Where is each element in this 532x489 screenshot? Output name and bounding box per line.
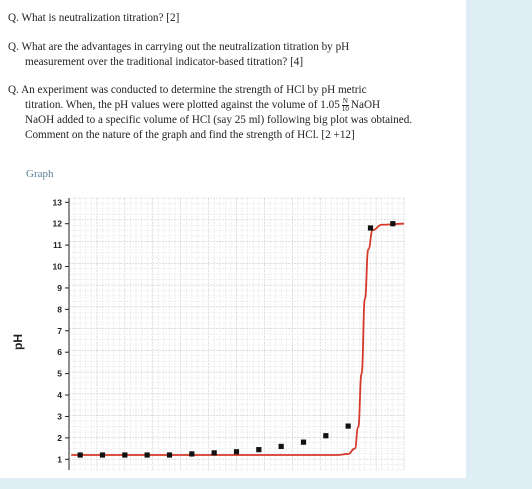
- y-tick-label: 5: [57, 368, 62, 379]
- question-1-text: What is neutralization titration? [2]: [21, 12, 180, 24]
- data-point-marker: [301, 440, 306, 445]
- question-2-line-1: What are the advantages in carrying out the neutralization titration by pH: [21, 41, 350, 53]
- data-point-marker: [346, 423, 351, 428]
- y-tick-label: 7: [57, 325, 62, 336]
- chart-grid: [69, 198, 404, 470]
- data-point-marker: [234, 449, 239, 454]
- fraction-numerator: N: [342, 97, 348, 105]
- data-point-marker: [189, 451, 194, 456]
- question-2-line-2: measurement over the traditional indicator-based titration? [4]: [25, 56, 304, 68]
- question-2-prefix: Q.: [8, 41, 19, 53]
- question-3-line-2b: NaOH: [350, 99, 381, 112]
- y-tick-label: 6: [57, 347, 62, 358]
- y-tick-label: 11: [53, 240, 62, 251]
- y-tick-label: 9: [57, 282, 62, 293]
- y-tick-label: 10: [52, 261, 62, 272]
- data-point-marker: [100, 452, 105, 457]
- question-3-line-1: An experiment was conducted to determine the strength of HCl by pH metric: [21, 84, 367, 96]
- data-point-marker: [368, 225, 373, 230]
- data-point-marker: [212, 450, 217, 455]
- y-tick-labels: [53, 197, 63, 464]
- question-3-line-4: Comment on the nature of the graph and find the strength of HCl. [2 +12]: [25, 129, 355, 142]
- question-1-prefix: Q.: [8, 12, 19, 24]
- y-tick-label: 4: [57, 390, 62, 401]
- y-tick-label: 2: [57, 432, 62, 443]
- y-tick-label: 8: [57, 304, 62, 315]
- question-3-line-3: NaOH added to a specific volume of HCl (say 25 ml) following big plot was obtained.: [25, 114, 413, 127]
- question-3-line-2a: titration. When, the pH values were plotted against the volume of 1.05: [25, 99, 340, 112]
- y-tick-label: 1: [57, 454, 62, 465]
- data-point-marker: [390, 221, 395, 226]
- data-point-marker: [256, 447, 261, 452]
- question-3-prefix: Q.: [8, 84, 19, 96]
- chart-axes: [65, 198, 69, 470]
- y-tick-label: 3: [57, 411, 62, 422]
- data-point-marker: [323, 433, 328, 438]
- fraction-denominator: 10: [341, 105, 349, 113]
- data-point-marker: [122, 452, 127, 457]
- data-point-marker: [78, 452, 83, 457]
- y-tick-label: 12: [52, 218, 62, 229]
- data-point-marker: [167, 452, 172, 457]
- y-axis-label: pH: [11, 334, 25, 350]
- data-point-marker: [145, 452, 150, 457]
- y-tick-label: 13: [52, 197, 62, 208]
- data-point-marker: [279, 444, 284, 449]
- graph-label: Graph: [26, 168, 54, 180]
